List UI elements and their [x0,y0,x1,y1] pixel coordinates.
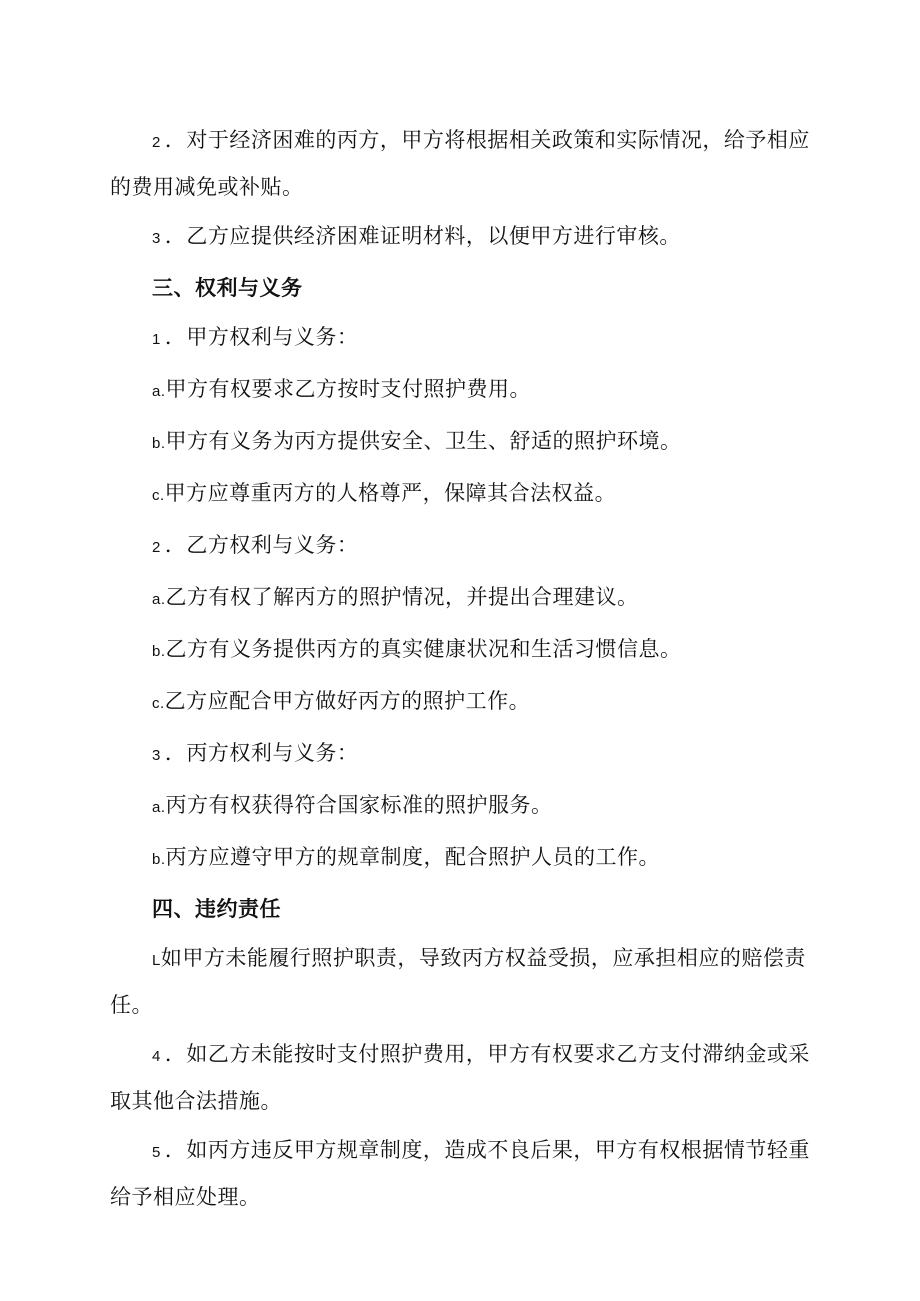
clause-paragraph [110,471,810,518]
document-page [110,118,810,1224]
clause-marker: a. [152,591,166,608]
clause-text: 对于经济困难的丙方，甲方将根据相关政策和实际情况，给予相应的费用减免或补贴。 [110,128,810,199]
clause-paragraph [110,315,810,362]
clause-marker: 3 [152,230,161,247]
clause-marker: 5 [152,1144,161,1161]
section-heading: 四、违约责任 [152,897,281,921]
clause-text: 乙方有义务提供丙方的真实健康状况和生活习惯信息。 [165,637,682,661]
clause-marker: L [152,952,161,969]
clause-paragraph [110,118,810,209]
clause-marker: a. [152,383,166,400]
clause-paragraph [110,575,810,622]
clause-paragraph [110,936,810,1027]
clause-marker: b. [152,435,166,452]
clause-text: 丙方应遵守甲方的规章制度，配合照护人员的工作。 [165,845,661,869]
clause-paragraph [110,214,810,261]
clause-text: 甲方有义务为丙方提供安全、卫生、舒适的照护环境。 [165,429,682,453]
clause-paragraph [110,835,810,882]
clause-marker: 2 [152,539,161,556]
clause-paragraph [110,419,810,466]
clause-text: 乙方应提供经济困难证明材料，以便甲方进行审核。 [186,224,681,248]
clause-paragraph [110,1128,810,1219]
clause-text: 乙方权利与义务： [186,533,359,557]
clause-marker: 4 [152,1048,161,1065]
clause-separator: ． [164,325,187,349]
clause-paragraph [110,367,810,414]
clause-separator: ． [164,224,187,248]
clause-marker: c. [152,487,165,504]
section-heading: 三、权利与义务 [152,276,303,300]
clause-marker: 3 [152,747,161,764]
clause-text: 甲方有权要求乙方按时支付照护费用。 [165,377,532,401]
clause-text: 乙方有权了解丙方的照护情况，并提出合理建议。 [165,585,639,609]
clause-paragraph [110,523,810,570]
clause-separator: ． [164,741,187,765]
clause-text: 如丙方违反甲方规章制度，造成不良后果，甲方有权根据情节轻重给予相应处理。 [110,1138,810,1209]
clause-marker: b. [152,851,166,868]
clause-separator: ． [164,533,187,557]
clause-text: 甲方应尊重丙方的人格尊严，保障其合法权益。 [164,481,617,505]
clause-marker: b. [152,643,166,660]
clause-separator: ． [164,1138,187,1162]
clause-paragraph [110,731,810,778]
clause-separator: ． [164,1042,187,1066]
clause-marker: c. [152,695,165,712]
clause-marker: a. [152,799,166,816]
clause-paragraph [110,783,810,830]
clause-text: 乙方应配合甲方做好丙方的照护工作。 [164,689,531,713]
clause-text: 如甲方未能履行照护职责，导致丙方权益受损，应承担相应的赔偿责任。 [110,946,806,1017]
clause-text: 丙方权利与义务： [186,741,359,765]
clause-paragraph [110,627,810,674]
clause-text: 甲方权利与义务： [186,325,359,349]
clause-text: 丙方有权获得符合国家标准的照护服务。 [165,793,553,817]
clause-paragraph [110,679,810,726]
clause-marker: 2 [152,134,161,151]
clause-marker: 1 [152,331,161,348]
clause-paragraph [110,1032,810,1123]
clause-separator: ． [164,128,187,152]
clause-text: 如乙方未能按时支付照护费用，甲方有权要求乙方支付滞纳金或采取其他合法措施。 [110,1042,810,1113]
